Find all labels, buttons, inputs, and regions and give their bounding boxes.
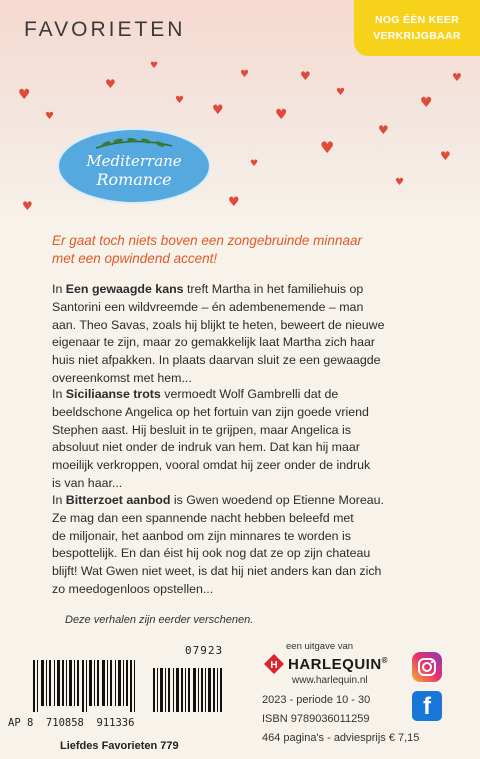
story-prefix: In [52, 493, 66, 507]
story-line: bespottelijk. En dan éist hij ook nog dat ze op zijn chateau [52, 546, 371, 561]
logo-line-2: Romance [96, 170, 172, 189]
cover-header-area [0, 0, 480, 225]
instagram-icon [412, 652, 442, 682]
story-prefix: In [52, 387, 66, 401]
heart-icon: ♥ [228, 195, 240, 210]
mediterrane-romance-logo [57, 128, 211, 204]
series-title: FAVORIETEN [24, 18, 186, 41]
story-line: blijft! Wat Gwen niet weet, is dat hij niet anders kan dan zich [52, 564, 382, 579]
story-line: is van haar... [52, 475, 123, 490]
publisher-website: www.harlequin.nl [292, 675, 368, 686]
heart-icon: ♥ [320, 138, 335, 157]
heart-icon: ♥ [300, 69, 311, 83]
story-blurb-3 [52, 492, 452, 599]
availability-badge [354, 0, 480, 56]
publication-period: 2023 - periode 10 - 30 [262, 694, 371, 706]
story-line: vermoedt Wolf Gambrelli dat de [160, 387, 339, 401]
story-line: moeilijk verkroppen, vooral omdat hij zeer onder de indruk [52, 458, 371, 473]
story-line: de miljonair, het aanbod om zijn minnares te worden is [52, 528, 351, 543]
story-line: beeldschone Angelica op het fortuin van zijn goede vriend [52, 404, 369, 419]
heart-icon: ♥ [18, 87, 31, 103]
story-line: treft Martha in het familiehuis op [183, 282, 364, 296]
publisher-intro: een uitgave van [286, 641, 354, 652]
harlequin-diamond-icon [263, 653, 285, 675]
story-line: overeenkomst met hem... [52, 370, 192, 385]
tagline [52, 232, 452, 268]
story-line: zo meedogenloos opstellen... [52, 581, 214, 596]
heart-icon: ♥ [45, 111, 54, 122]
heart-icon: ♥ [336, 87, 345, 98]
story-line: Santorini een wildvreemde – én adembenemende – man [52, 299, 364, 314]
story-blurb-1 [52, 281, 452, 388]
story-title: Een gewaagde kans [65, 282, 184, 296]
badge-line-2: VERKRIJGBAAR [373, 30, 461, 42]
barcode [33, 660, 243, 712]
heart-icon: ♥ [150, 61, 159, 71]
barcode-addon-number: 07923 [185, 644, 224, 657]
heart-icon: ♥ [105, 77, 116, 91]
story-line: aan. Theo Savas, zoals hij blijkt te heten, beweert de nieuwe [52, 317, 385, 332]
publisher-name: HARLEQUIN® [288, 656, 389, 673]
pages-and-price: 464 pagina's - adviesprijs € 7,15 [262, 732, 420, 744]
story-line: Ze mag dan een spannende nacht hebben beleefd met [52, 510, 354, 525]
isbn: ISBN 9789036011259 [262, 713, 370, 725]
tagline-line-2: met een opwindend accent! [52, 251, 218, 266]
badge-line-1: NOG ÉÉN KEER [374, 14, 460, 26]
story-line: huis niet afpakken. In plaats daarvan sluit ze een gewaagde [52, 353, 381, 368]
story-line: absoluut niet onder de indruk van hem. Dat kan hij maar [52, 440, 360, 455]
heart-icon: ♥ [395, 177, 404, 188]
heart-icon: ♥ [175, 95, 184, 106]
story-prefix: In [52, 282, 66, 296]
heart-icon: ♥ [378, 123, 389, 137]
logo-line-1: Mediterrane [86, 152, 182, 170]
tagline-line-1: Er gaat toch niets boven een zongebruinde minnaar [52, 233, 362, 248]
barcode-number: AP 8 710858 911336 [8, 717, 135, 729]
heart-icon: ♥ [240, 69, 249, 80]
previously-published-note: Deze verhalen zijn eerder verschenen. [65, 614, 254, 626]
story-line: is Gwen woedend op Etienne Moreau. [170, 493, 384, 507]
heart-icon: ♥ [212, 103, 224, 118]
story-blurb-2 [52, 386, 452, 493]
heart-icon: ♥ [420, 95, 433, 111]
story-line: eigenaar te zijn, maar zo gemakkelijk laat Martha zich haar [52, 335, 375, 350]
heart-icon: ♥ [250, 159, 259, 169]
heart-icon: ♥ [275, 107, 288, 123]
heart-icon: ♥ [22, 199, 33, 213]
svg-text:H: H [270, 660, 278, 671]
heart-icon: ♥ [440, 149, 451, 163]
story-title: Bitterzoet aanbod [65, 493, 171, 507]
olive-branch-icon [94, 136, 174, 152]
heart-icon: ♥ [452, 71, 462, 84]
book-edition-title: Liefdes Favorieten 779 [60, 740, 179, 752]
facebook-icon: f [412, 691, 442, 721]
story-line: Stephen aast. Hij besluit in te grijpen, maar Angelica is [52, 422, 351, 437]
story-title: Siciliaanse trots [65, 387, 161, 401]
publisher-name-text: HARLEQUIN [288, 656, 382, 673]
